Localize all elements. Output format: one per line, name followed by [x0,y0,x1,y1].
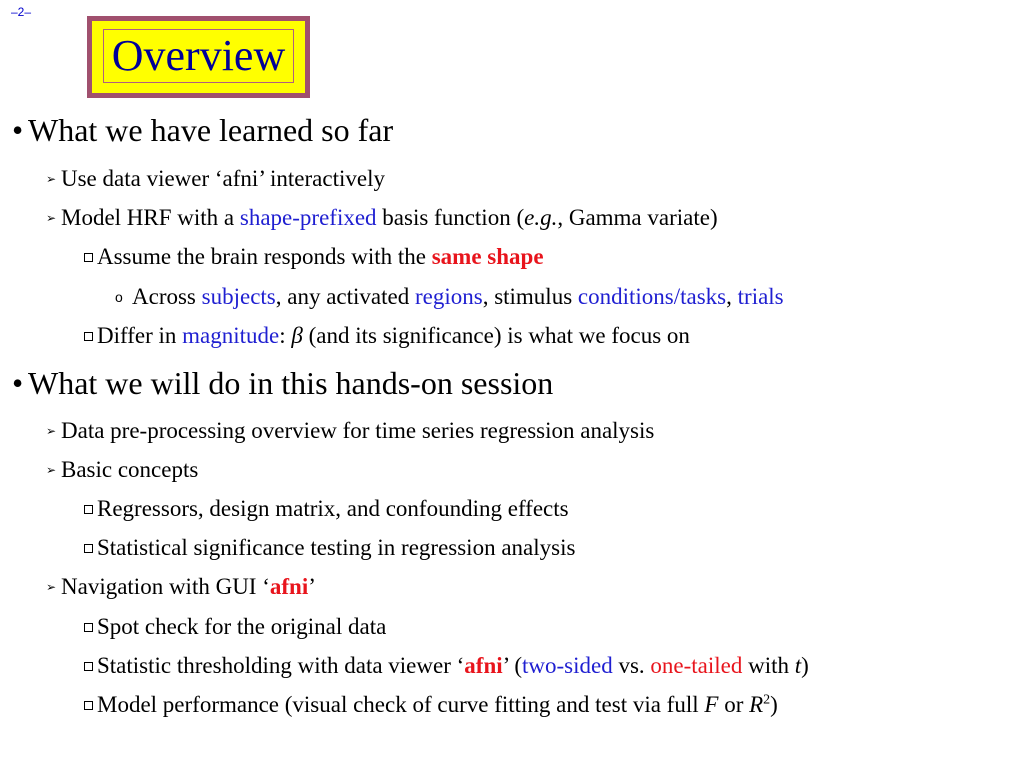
square-bullet-icon [84,623,93,632]
text-part: Differ in [97,323,183,348]
bullet-text: What we will do in this hands-on session [28,365,554,401]
text-part: ) [770,692,778,717]
subbullet-model-hrf [46,205,718,231]
square-bullet-icon [84,332,93,341]
beta-symbol: β [291,323,303,348]
subbullet-same-shape [84,244,544,270]
subbullet-significance [84,535,575,561]
subbullet-spot-check [84,614,386,640]
highlight-afni: afni [464,653,503,678]
arrow-bullet-icon: ➢ [46,580,57,594]
text-part: ) [801,653,809,678]
bullet-text: What we have learned so far [28,112,394,148]
title-box [87,16,310,98]
arrow-bullet-icon: ➢ [46,172,57,186]
bullet-text: Spot check for the original data [97,614,387,639]
text-part: vs. [612,653,651,678]
bullet-dot-icon: • [12,112,24,148]
bullet-text: Statistical significance testing in regression analysis [97,535,576,560]
text-part: Navigation with GUI ‘ [61,574,270,599]
bullet-text: Basic concepts [61,457,199,482]
highlight-shape-prefixed: shape-prefixed [239,205,377,230]
highlight-afni: afni [269,574,309,599]
arrow-bullet-icon: ➢ [46,211,57,225]
subbullet-magnitude [84,323,690,349]
subbullet-across [115,284,784,310]
subbullet-basic-concepts [46,457,198,483]
text-part: with [742,653,795,678]
highlight-trials: trials [737,284,784,309]
square-bullet-icon [84,544,93,553]
highlight-one-tailed: one-tailed [650,653,743,678]
text-part: Assume the brain responds with the [97,244,432,269]
page-title: Overview [108,34,290,78]
subbullet-model-performance [84,692,778,718]
bullet-dot-icon: • [12,365,24,401]
slide-number: –2– [11,5,32,19]
superscript-2: 2 [763,692,771,708]
arrow-bullet-icon: ➢ [46,463,57,477]
text-part: , stimulus [482,284,578,309]
text-part: ’ [308,574,316,599]
highlight-subjects: subjects [201,284,276,309]
bullet-learned [12,112,393,149]
highlight-conditions: conditions/tasks [577,284,727,309]
text-part: Statistic thresholding with data viewer ‘ [97,653,465,678]
r-symbol: R [749,692,764,717]
bullet-text: Data pre-processing overview for time series regression analysis [61,418,655,443]
subbullet-data-viewer [46,166,385,192]
highlight-two-sided: two-sided [522,653,613,678]
highlight-same-shape: same shape [431,244,544,269]
arrow-bullet-icon: ➢ [46,424,57,438]
subbullet-regressors [84,496,569,522]
subbullet-preprocessing [46,418,654,444]
text-part: , [726,284,738,309]
t-symbol: t [794,653,802,678]
bullet-text: Use data viewer ‘afni’ interactively [61,166,385,191]
text-part: , any activated [275,284,415,309]
square-bullet-icon [84,505,93,514]
text-part: basis function ( [376,205,525,230]
text-part: Model HRF with a [61,205,240,230]
text-part: : [279,323,292,348]
text-part: or [718,692,750,717]
circle-bullet-icon: o [115,289,123,305]
bullet-hands-on [12,365,553,402]
text-part: , Gamma variate) [557,205,718,230]
highlight-magnitude: magnitude [182,323,280,348]
text-part: ’ ( [502,653,522,678]
square-bullet-icon [84,701,93,710]
bullet-text: Regressors, design matrix, and confounding effects [97,496,569,521]
subbullet-navigation [46,574,316,600]
text-part: (and its significance) is what we focus on [302,323,690,348]
f-symbol: F [704,692,719,717]
text-part: Across [132,284,202,309]
subbullet-thresholding [84,653,809,679]
square-bullet-icon [84,253,93,262]
square-bullet-icon [84,662,93,671]
text-eg: e.g. [524,205,558,230]
highlight-regions: regions [414,284,483,309]
text-part: Model performance (visual check of curve fitting and test via full [97,692,705,717]
